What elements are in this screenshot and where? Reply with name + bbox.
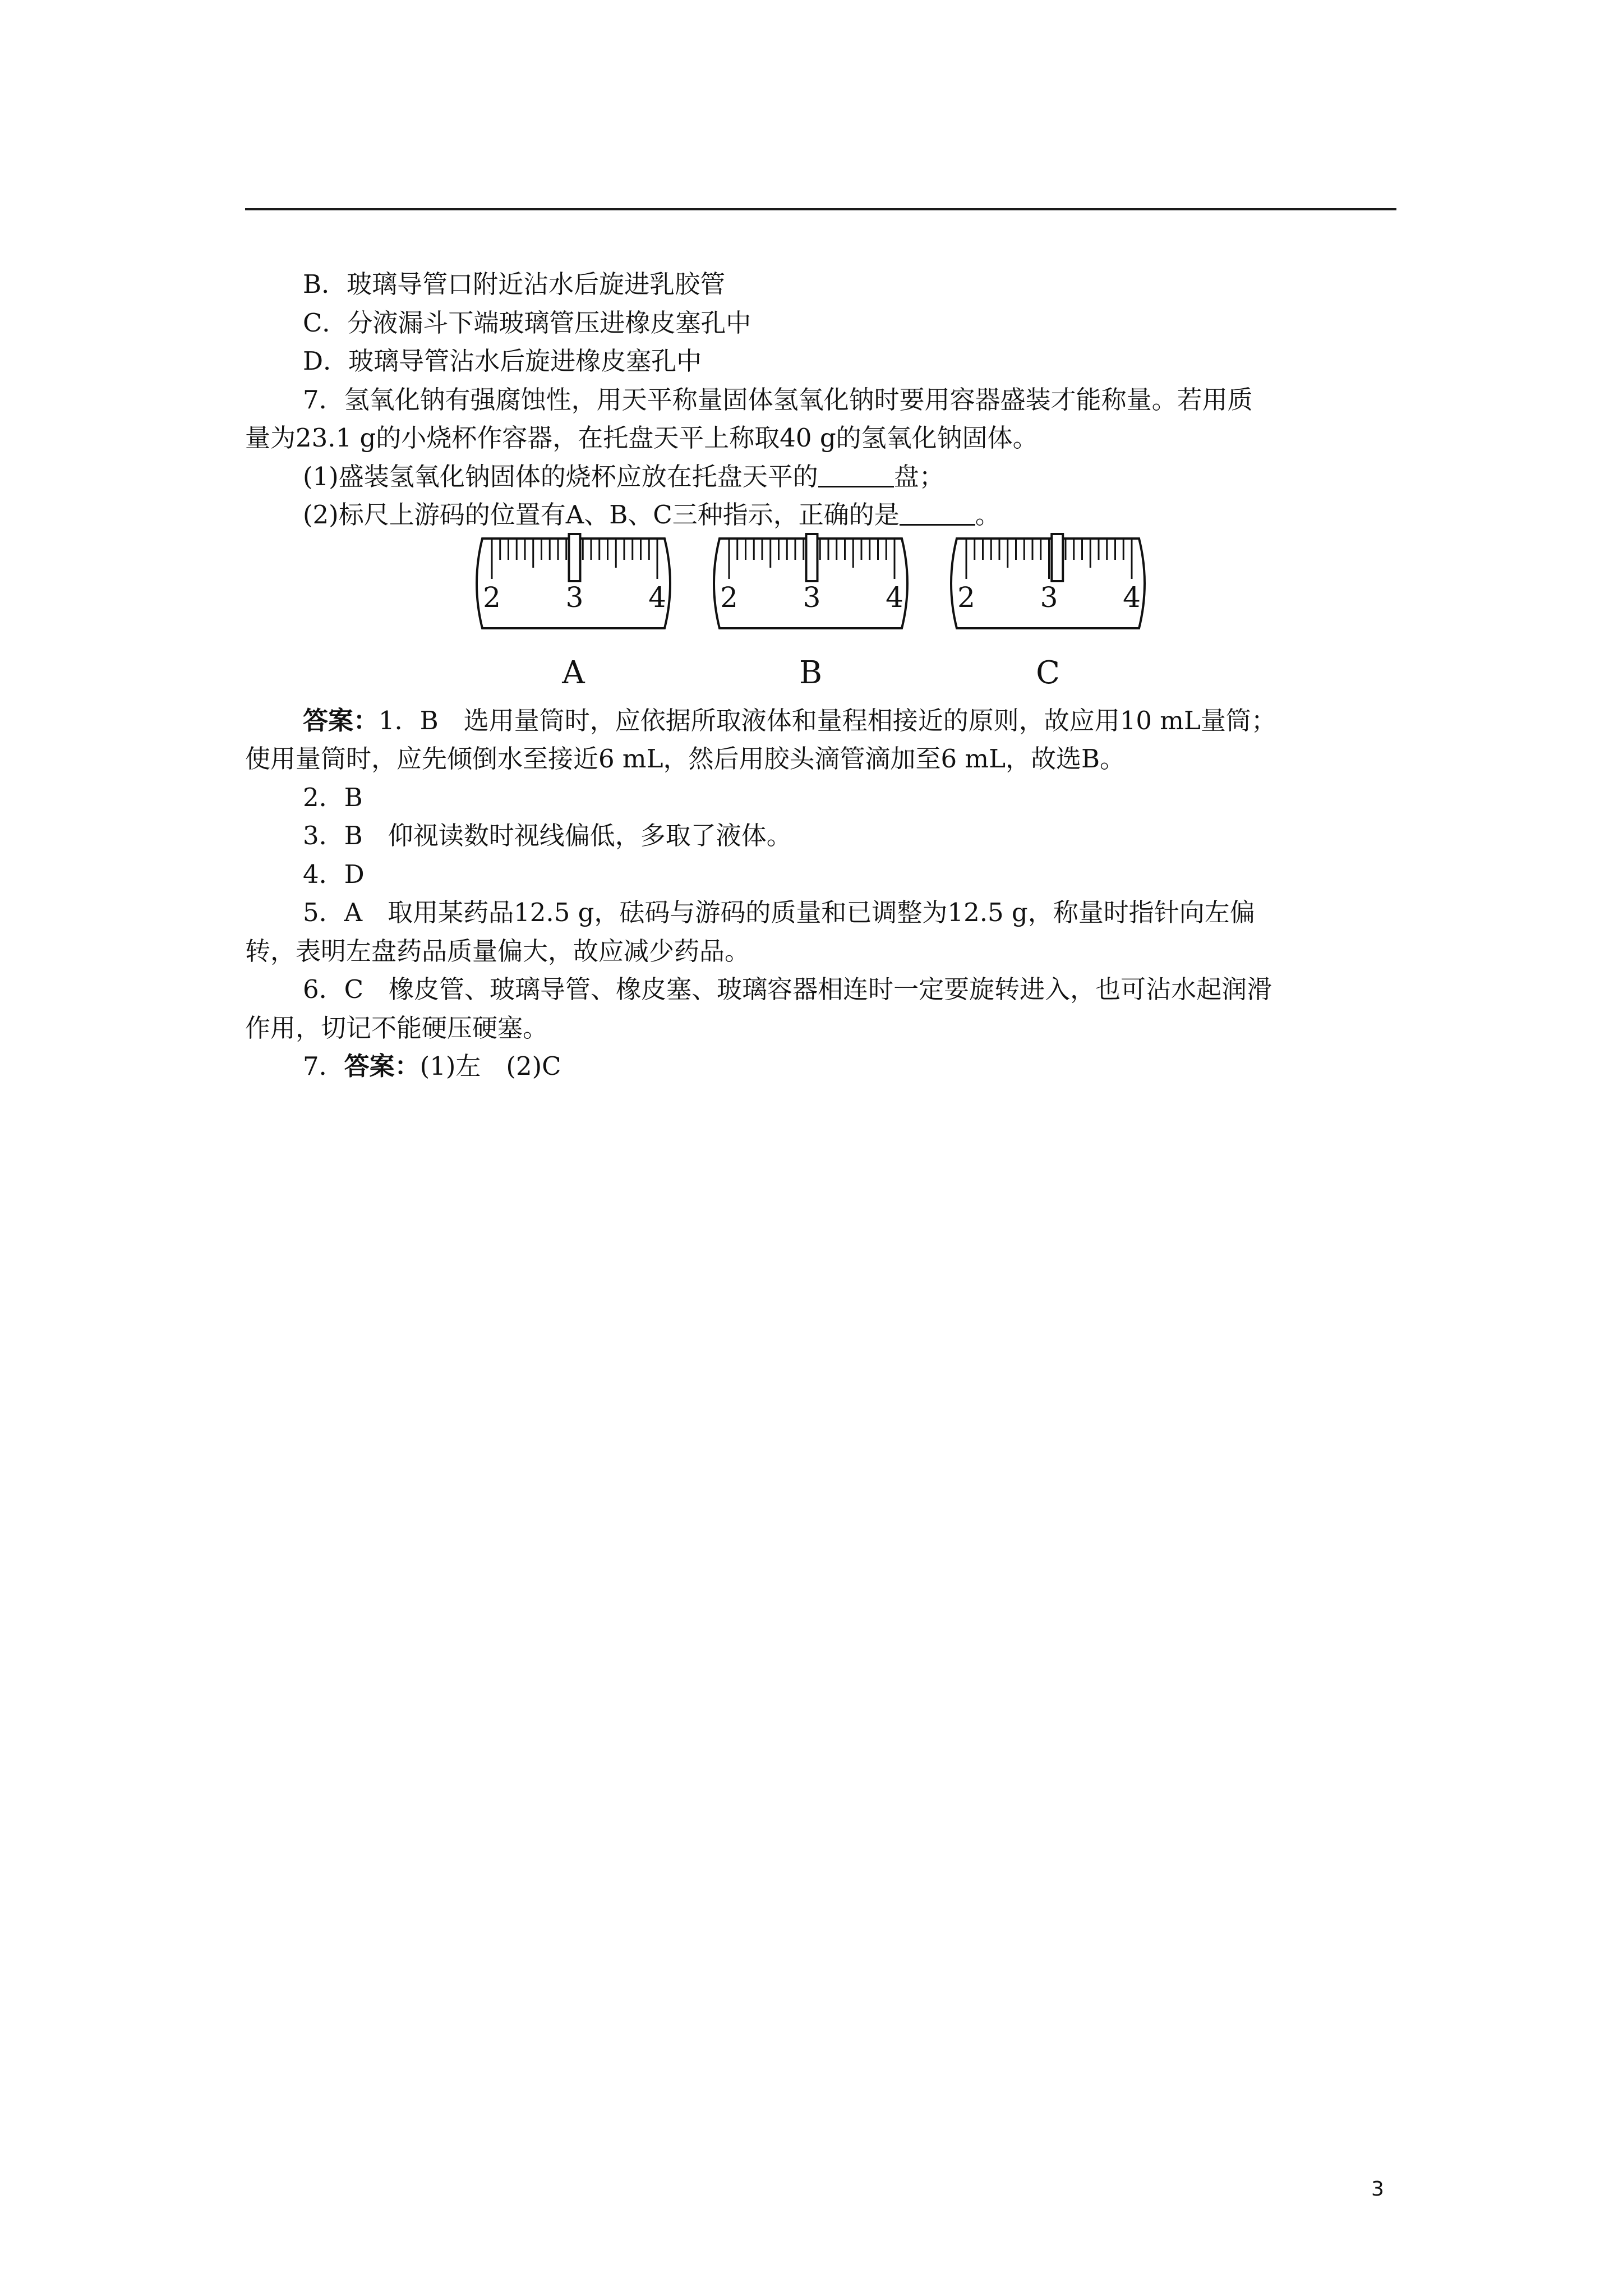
ruler-tick-label: 2: [720, 581, 738, 614]
rider-marker: [1052, 534, 1063, 581]
ruler-tick-label: 2: [957, 581, 975, 614]
ruler-caption: C: [1036, 655, 1060, 691]
sub-question-2-end: 。: [975, 500, 1000, 530]
ruler-caption: A: [562, 655, 585, 691]
ruler-tick-label: 3: [803, 581, 821, 614]
answer-7-text: (1)左 (2)C: [419, 1051, 561, 1081]
ruler-tick-label: 2: [483, 581, 501, 614]
rider-marker: [569, 534, 580, 581]
answer-7: [303, 1050, 561, 1083]
sub-question-2: [303, 498, 1000, 532]
header-rule: [245, 208, 1396, 210]
answer-1-text: 1．B 选用量筒时，应依据所取液体和量程相接近的原则，故应用10 mL量筒；: [379, 706, 1276, 735]
ruler-tick-label: 4: [1123, 581, 1141, 614]
answer-4: 4．D: [303, 859, 365, 889]
answer-blank-1: [818, 463, 894, 487]
ruler-a: [477, 534, 670, 691]
ruler-tick-label: 4: [648, 581, 666, 614]
rider-scale-figure: [468, 527, 1209, 696]
sub-question-1-end: 盘；: [893, 462, 944, 491]
question-7-line-1: 7．氢氧化钠有强腐蚀性，用天平称量固体氢氧化钠时要用容器盛装才能称量。若用质: [303, 385, 1253, 415]
ruler-caption: B: [799, 655, 823, 691]
option-c-line: C．分液漏斗下端玻璃管压进橡皮塞孔中: [303, 308, 751, 338]
option-b-line: B．玻璃导管口附近沾水后旋进乳胶管: [303, 269, 726, 299]
sub-question-1: [303, 460, 944, 494]
answer-heading: 答案：: [303, 706, 379, 735]
page-number: 3: [1371, 2178, 1384, 2201]
answer-6-line-1: 6．C 橡皮管、玻璃导管、橡皮塞、玻璃容器相连时一定要旋转进入，也可沾水起润滑: [303, 974, 1272, 1004]
answer-blank-2: [900, 501, 975, 526]
answer-5-line-1: 5．A 取用某药品12.5 g，砝码与游码的质量和已调整为12.5 g，称量时指针向左偏: [303, 898, 1255, 927]
ruler-tick-label: 4: [886, 581, 903, 614]
answer-7-heading: 答案：: [344, 1051, 420, 1081]
answer-3: 3．B 仰视读数时视线偏低，多取了液体。: [303, 821, 792, 850]
answer-6-line-2: 作用，切记不能硬压硬塞。: [245, 1013, 548, 1043]
question-7-line-2: 量为23.1 g的小烧杯作容器，在托盘天平上称取40 g的氢氧化钠固体。: [245, 423, 1038, 453]
sub-question-1-text: (1)盛装氢氧化钠固体的烧杯应放在托盘天平的: [303, 462, 818, 491]
answer-1-line-1: [303, 704, 1276, 738]
rider-marker: [806, 534, 818, 581]
sub-question-2-text: (2)标尺上游码的位置有A、B、C三种指示，正确的是: [303, 500, 900, 530]
option-d-line: D．玻璃导管沾水后旋进橡皮塞孔中: [303, 346, 702, 376]
answer-2: 2．B: [303, 783, 363, 812]
answer-7-number: 7．: [303, 1051, 344, 1081]
ruler-tick-label: 3: [565, 581, 584, 614]
ruler-b: [714, 534, 907, 691]
ruler-c: [951, 534, 1145, 691]
ruler-tick-label: 3: [1040, 581, 1058, 614]
answer-1-line-2: 使用量筒时，应先倾倒水至接近6 mL，然后用胶头滴管滴加至6 mL，故选B。: [245, 744, 1126, 774]
answer-5-line-2: 转，表明左盘药品质量偏大，故应减少药品。: [245, 936, 750, 966]
